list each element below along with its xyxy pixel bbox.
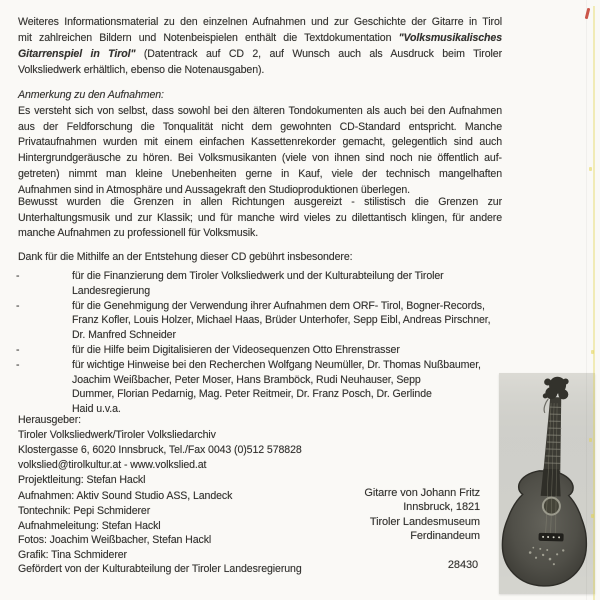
thanks-list <box>16 269 502 417</box>
bullet-dash: - <box>16 299 20 312</box>
thanks-item-text <box>72 299 502 343</box>
text-line: Dummer, Florian Pedarnig, Mag. Peter Reitmeir, Dr. Franz Posch, Dr. Gerlinde <box>72 388 432 401</box>
photo-caption <box>298 486 480 543</box>
scan-artifact-speck <box>589 167 592 171</box>
text-segment: Aufnahmen sind in Atmosphäre und Aussagekraft den Studioproduktionen überlegen. <box>18 183 410 196</box>
guitar-photo-image <box>499 373 595 594</box>
publisher-lines <box>18 428 488 488</box>
guitar-photo <box>499 373 595 594</box>
text-segment: Volksliedwerk erhältlich, ebenso die Notenausgaben). <box>18 64 265 77</box>
scan-artifact-speck <box>591 350 594 354</box>
text-segment: manche Aufnahmen zu professionell für Volksmusik. <box>18 227 259 240</box>
text-line <box>18 211 502 227</box>
thanks-item <box>16 358 502 417</box>
text-segment: Unterhaltungsmusik und zur Klassik; und für manche wird vieles zu dilettantisch klingen, für andere <box>18 211 502 224</box>
text-line: für die Finanzierung dem Tiroler Volksliedwerk und der Kulturabteilung der Tiroler <box>72 270 444 282</box>
text-line <box>18 151 502 167</box>
text-line: Tiroler Landesmuseum <box>369 515 480 528</box>
text-line: für die Hilfe beim Digitalisieren der Videosequenzen Otto Ehrenstrasser <box>72 343 400 356</box>
bullet-dash: - <box>16 343 20 356</box>
text-line: Ferdinandeum <box>410 529 480 542</box>
thanks-item-text <box>72 358 502 417</box>
emphasized-text: "Volksmusikalisches <box>398 32 502 45</box>
text-line: volkslied@tirolkultur.at - www.volkslied.at <box>18 459 207 472</box>
text-line: Franz Kofler, Louis Holzer, Michael Haas, Brüder Unterhofer, Sepp Eibl, Andreas Pirschner, <box>72 314 491 327</box>
scan-artifact-speck <box>591 514 594 518</box>
text-segment: (Datentrack auf CD 2, auf Wunsch auch als Ausdruck beim Tiroler <box>135 48 502 61</box>
text-line: Landesregierung <box>72 284 151 297</box>
thanks-intro-line: Dank für die Mithilfe an der Entstehung dieser CD gebührt insbesondere: <box>18 251 353 263</box>
text-line: für wichtige Hinweise bei den Recherchen Wolfgang Neumüller, Dr. Thomas Nußbaumer, <box>72 358 481 371</box>
text-line <box>18 135 502 151</box>
text-line: Aufnahmen: Aktiv Sound Studio ASS, Landeck <box>18 490 233 502</box>
text-line: Projektleitung: Stefan Hackl <box>18 474 146 487</box>
note-heading: Anmerkung zu den Aufnahmen: <box>18 89 164 101</box>
text-line: Tontechnik: Pepi Schmiderer <box>18 504 151 517</box>
text-segment: Bewusst wurden die Grenzen in allen Richtungen ausgereizt - stilistisch die Grenzen zur <box>18 196 502 208</box>
catalog-number: 28430 <box>447 559 478 571</box>
text-segment: Es versteht sich von selbst, dass sowohl bei den älteren Tondokumenten als auch bei den Aufnahmen <box>18 104 502 117</box>
text-line: Grafik: Tina Schmiderer <box>18 549 127 562</box>
text-line: Klostergasse 6, 6020 Innsbruck, Tel./Fax 0043 (0)512 578828 <box>18 444 302 457</box>
text-line <box>18 195 502 211</box>
text-segment: aus der Feldforschung die Tonqualität nicht dem gewohnten CD-Standard entspricht. Manche <box>18 120 502 133</box>
text-segment: Hintergrundgeräusche zu hören. Bei Volksmusikanten (viele von ihnen sind noch nie öffentlich auf- <box>18 152 502 165</box>
text-segment: Weiteres Informationsmaterial zu den einzelnen Aufnahmen und zur Geschichte der Gitarre in Tirol <box>18 16 502 28</box>
text-line <box>18 226 502 242</box>
scan-artifact-line <box>593 6 595 600</box>
text-line <box>18 14 502 30</box>
text-line <box>18 62 502 78</box>
text-segment: mit zahlreichen Bildern und Notenbeispielen enthält die Textdokumentation <box>18 32 399 45</box>
text-line <box>18 120 502 136</box>
publisher-heading: Herausgeber: <box>18 414 81 426</box>
note-paragraph <box>18 104 502 199</box>
intro-paragraph <box>18 14 502 78</box>
thanks-item-text <box>72 269 502 299</box>
thanks-item <box>16 299 502 343</box>
limits-paragraph <box>18 195 502 242</box>
text-line <box>18 30 502 46</box>
paper-edge-shadow <box>586 0 587 600</box>
text-line: für die Genehmigung der Verwendung ihrer Aufnahmen dem ORF- Tirol, Bogner-Records, <box>72 299 485 312</box>
text-line: Gitarre von Johann Fritz <box>364 487 480 499</box>
text-line: Joachim Weißbacher, Peter Moser, Hans Bramböck, Rudi Neuhauser, Sepp <box>72 373 421 386</box>
text-segment: Privataufnahmen wurden mit einem einfachen Kassettenrekorder gemacht, gelegentlich sind auch <box>18 136 502 149</box>
bullet-dash: - <box>16 270 20 282</box>
text-line: Fotos: Joachim Weißbacher, Stefan Hackl <box>18 534 212 547</box>
funding-line: Gefördert von der Kulturabteilung der Tiroler Landesregierung <box>18 563 302 575</box>
text-line: Haid u.v.a. <box>72 403 121 416</box>
note-section <box>18 88 502 199</box>
publisher-block <box>18 413 488 488</box>
text-line: Dr. Manfred Schneider <box>72 329 176 342</box>
text-line <box>18 167 502 183</box>
text-segment: getreten) nimmt man kleine Unebenheiten gerne in Kauf, viele der technisch mangelhaften <box>18 167 502 180</box>
text-line <box>18 46 502 62</box>
scan-artifact-speck <box>589 438 592 442</box>
text-line: Tiroler Volksliedwerk/Tiroler Volksliedarchiv <box>18 429 216 442</box>
text-line: Aufnahmeleitung: Stefan Hackl <box>18 519 161 532</box>
thanks-item <box>16 343 502 358</box>
emphasized-text: Gitarrenspiel in Tirol" <box>18 48 136 61</box>
bullet-dash: - <box>16 358 20 371</box>
thanks-item-text <box>72 343 502 358</box>
thanks-item <box>16 269 502 299</box>
text-line <box>18 104 502 120</box>
text-line: Innsbruck, 1821 <box>403 501 480 514</box>
